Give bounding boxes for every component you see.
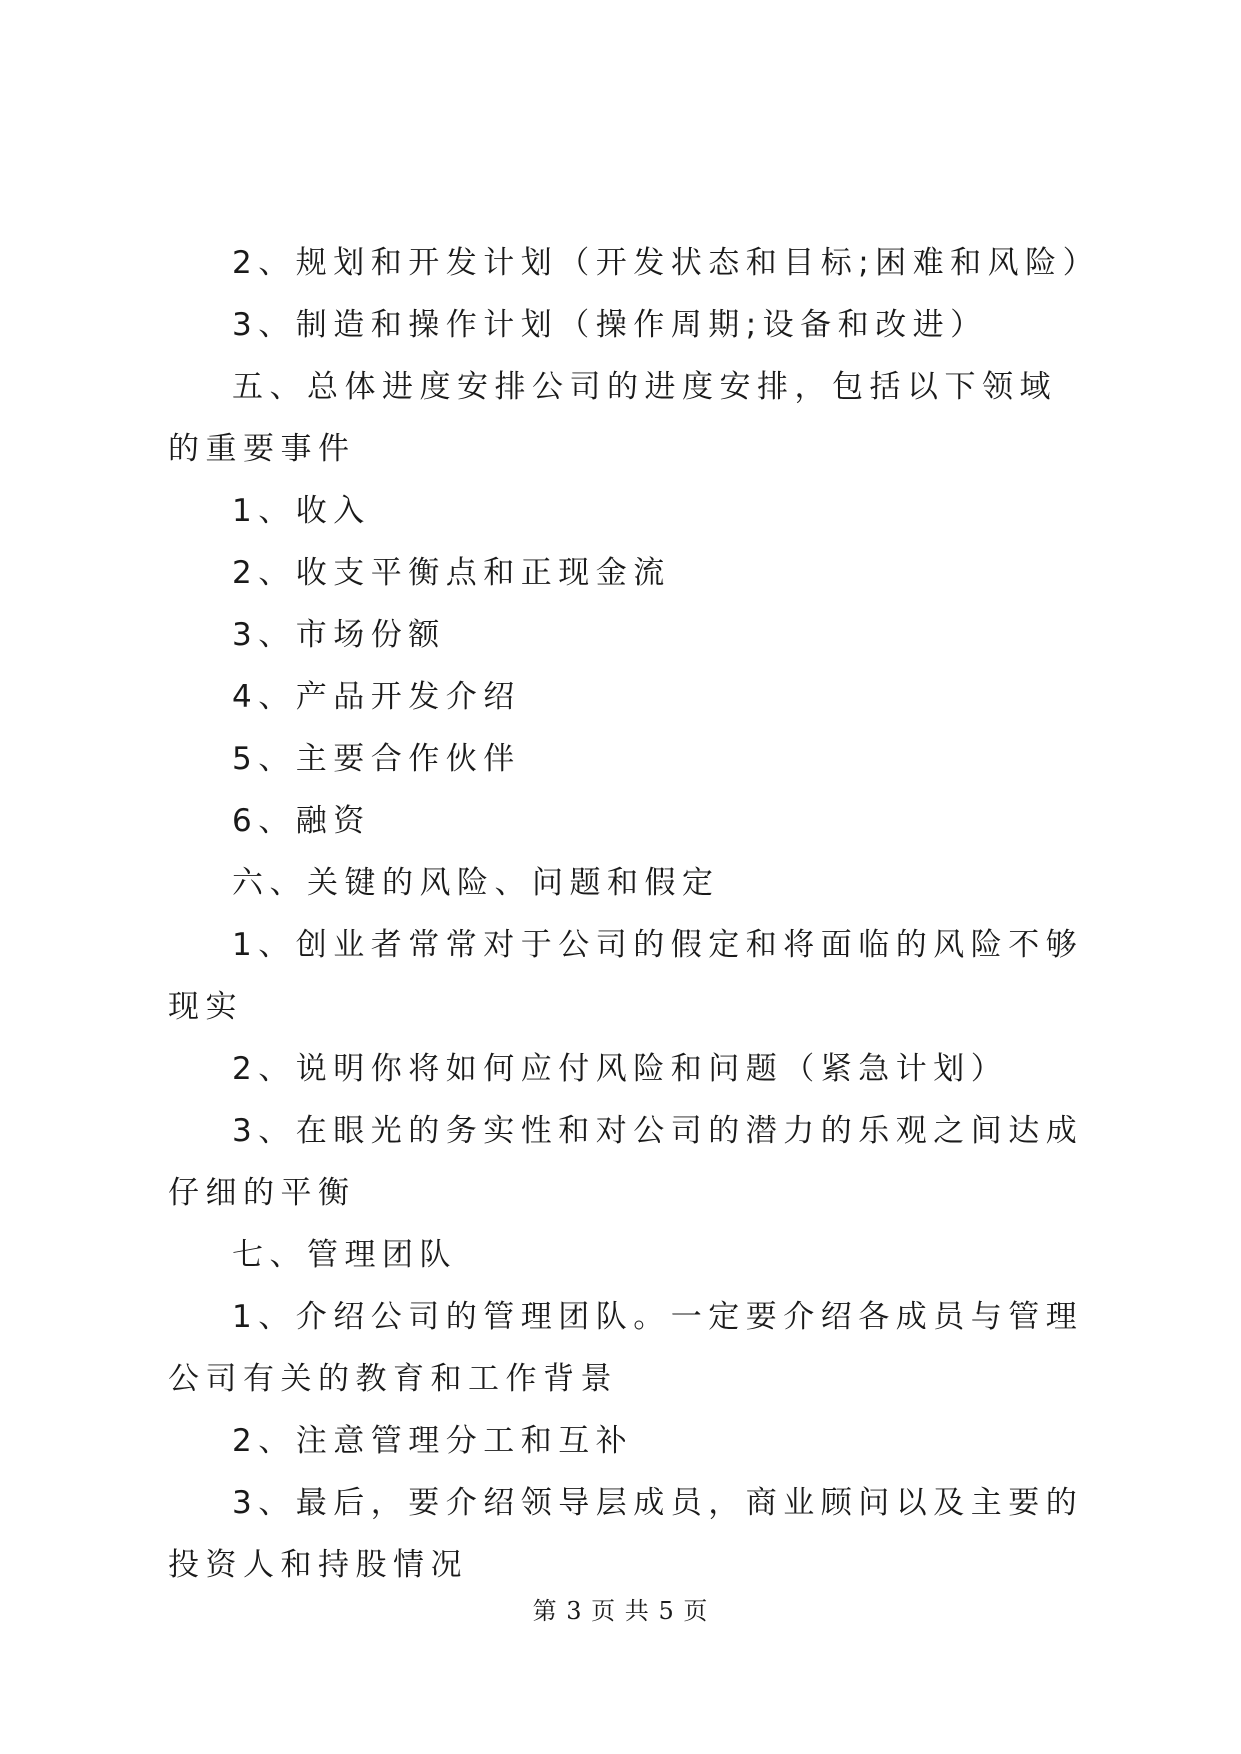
list-item: 1、创业者常常对于公司的假定和将面临的风险不够现实 — [168, 927, 1084, 1025]
list-item: 2、注意管理分工和互补 — [232, 1423, 634, 1459]
paragraph: 3、制造和操作计划（操作周期;设备和改进） — [232, 307, 988, 343]
list-item: 3、市场份额 — [232, 617, 446, 653]
list-item: 3、在眼光的务实性和对公司的潜力的乐观之间达成仔细的平衡 — [168, 1113, 1084, 1211]
section-heading: 六、关键的风险、问题和假定 — [232, 865, 720, 901]
list-item: 5、主要合作伙伴 — [232, 741, 521, 777]
paragraph: 2、规划和开发计划（开发状态和目标;困难和风险） — [232, 245, 1101, 281]
page-number-footer: 第 3 页 共 5 页 — [532, 1597, 709, 1625]
list-item: 3、最后，要介绍领导层成员，商业顾问以及主要的投资人和持股情况 — [168, 1485, 1084, 1583]
section-heading: 五、总体进度安排公司的进度安排，包括以下领域的重要事件 — [168, 369, 1057, 467]
list-item: 4、产品开发介绍 — [232, 679, 521, 715]
document-body — [168, 232, 1101, 1596]
list-item: 1、收入 — [232, 493, 371, 529]
list-item: 2、说明你将如何应付风险和问题（紧急计划） — [232, 1051, 1009, 1087]
list-item: 6、融资 — [232, 803, 371, 839]
list-item: 1、介绍公司的管理团队。一定要介绍各成员与管理公司有关的教育和工作背景 — [168, 1299, 1084, 1397]
list-item: 2、收支平衡点和正现金流 — [232, 555, 671, 591]
section-heading: 七、管理团队 — [232, 1237, 457, 1273]
